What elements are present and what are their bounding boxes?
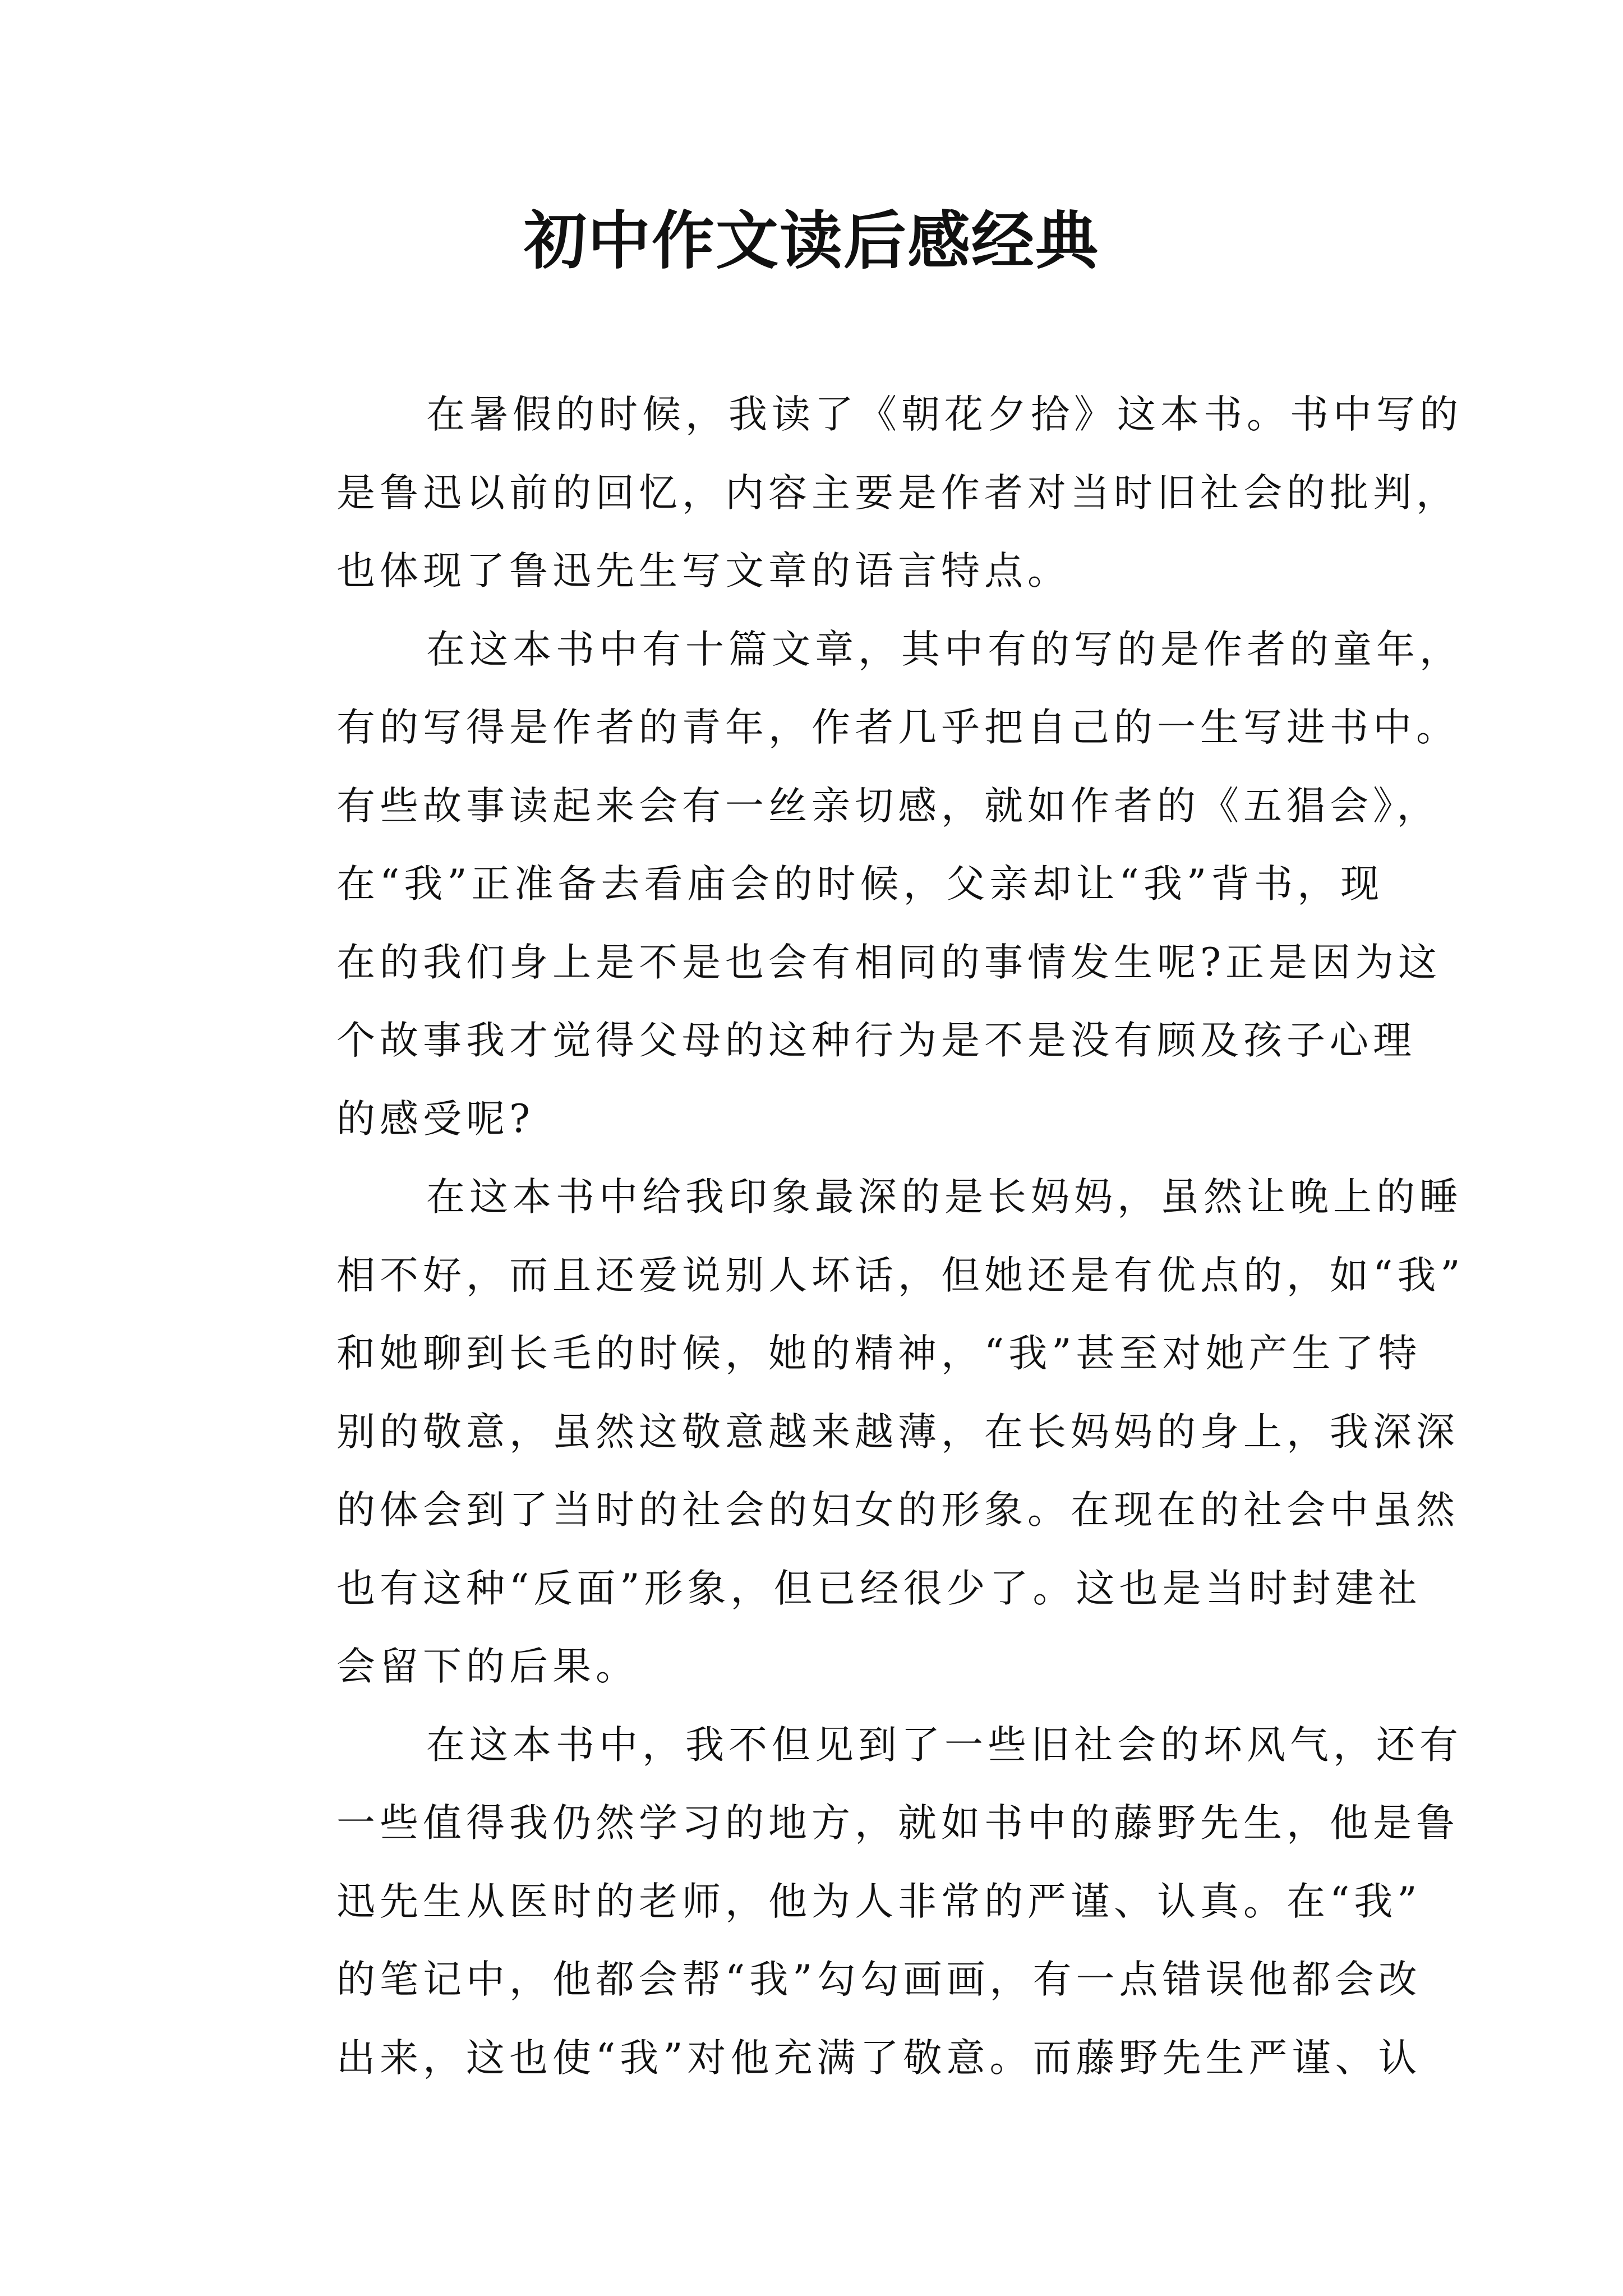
text-line: 出来，这也使“我”对他充满了敬意。而藤野先生严谨、认 [336, 2035, 1422, 2081]
document-body [247, 376, 1465, 2097]
text-line: 在这本书中，我不但见到了一些旧社会的坏风气，还有 [426, 1722, 1463, 1768]
paragraph-4 [247, 1706, 1463, 2098]
paragraph-3 [247, 1158, 1465, 1706]
text-line: 是鲁迅以前的回忆，内容主要是作者对当时旧社会的批判， [336, 470, 1459, 516]
text-line: 也体现了鲁迅先生写文章的语言特点。 [336, 549, 1071, 593]
text-line: 在暑假的时候，我读了《朝花夕拾》这本书。书中写的 [426, 392, 1463, 437]
text-line: 的感受呢? [336, 1096, 534, 1142]
text-line: 个故事我才觉得父母的这种行为是不是没有顾及孩子心理 [336, 1018, 1416, 1063]
text-line: 的笔记中，他都会帮“我”勾勾画画，有一点错误他都会改 [336, 1957, 1422, 2002]
text-line: 在这本书中给我印象最深的是长妈妈，虽然让晚上的睡 [426, 1175, 1463, 1220]
text-line: 有些故事读起来会有一丝亲切感，就如作者的《五猖会》， [336, 783, 1440, 829]
text-line: 和她聊到长毛的时候，她的精神，“我”甚至对她产生了特 [336, 1331, 1422, 1376]
text-line: 也有这种“反面”形象，但已经很少了。这也是当时封建社 [336, 1566, 1422, 1611]
document-title: 初中作文读后感经典 [524, 204, 1099, 278]
text-line: 会留下的后果。 [336, 1644, 639, 1689]
text-line: 在这本书中有十篇文章，其中有的写的是作者的童年， [426, 627, 1463, 672]
text-line: 在的我们身上是不是也会有相同的事情发生呢?正是因为这 [336, 940, 1441, 985]
text-line: 的体会到了当时的社会的妇女的形象。在现在的社会中虽然 [336, 1488, 1459, 1533]
paragraph-2 [247, 611, 1463, 1159]
text-line: 一些值得我仍然学习的地方，就如书中的藤野先生，他是鲁 [336, 1801, 1459, 1846]
text-line: 迅先生从医时的老师，他为人非常的严谨、认真。在“我” [336, 1879, 1422, 1924]
text-line: 相不好，而且还爱说别人坏话，但她还是有优点的，如“我” [336, 1253, 1465, 1298]
text-line: 别的敬意，虽然这敬意越来越薄，在长妈妈的身上，我深深 [336, 1409, 1459, 1455]
paragraph-1 [247, 376, 1463, 611]
text-line: 在“我”正准备去看庙会的时候，父亲却让“我”背书，现 [336, 862, 1384, 907]
text-line: 有的写得是作者的青年，作者几乎把自己的一生写进书中。 [336, 705, 1459, 750]
